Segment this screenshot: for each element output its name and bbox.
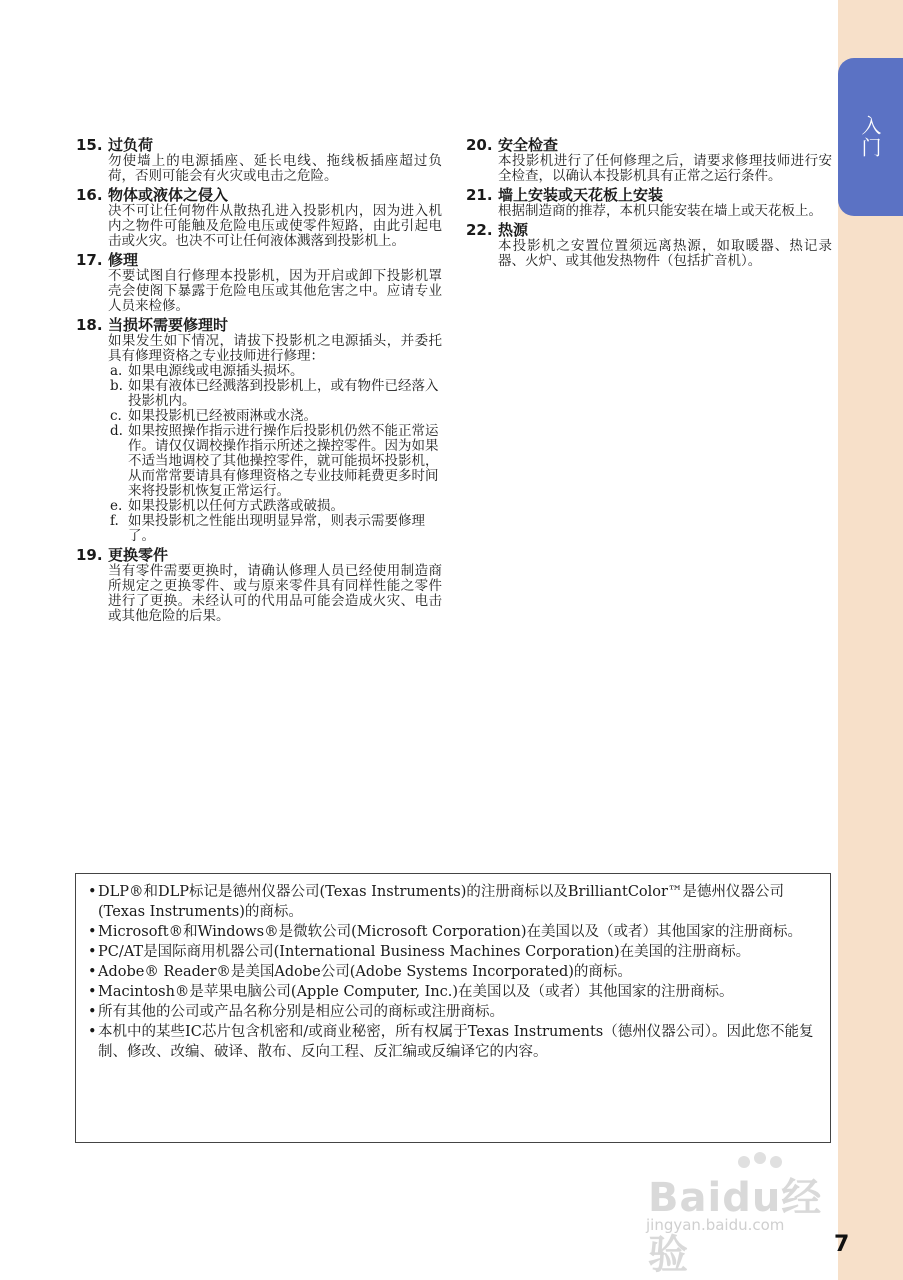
trademark-text: Microsoft®和Windows®是微软公司(Microsoft Corporation)在美国以及（或者）其他国家的注册商标。 — [98, 924, 803, 940]
bullet-icon: • — [88, 1004, 97, 1020]
list-item — [108, 379, 442, 409]
list-item — [88, 982, 820, 1002]
list-text: 如果投影机之性能出现明显异常，则表示需要修理了。 — [128, 513, 425, 544]
section-body: 如果发生如下情况，请拔下投影机之电源插头，并委托具有修理资格之专业技师进行修理： — [108, 333, 442, 364]
section-number: 18. — [76, 316, 103, 334]
section-number: 16. — [76, 186, 103, 204]
list-item — [88, 1022, 820, 1062]
list-item — [108, 514, 442, 544]
section-19 — [76, 547, 442, 624]
bullet-icon: • — [88, 964, 97, 980]
chapter-tab[interactable] — [838, 58, 903, 216]
section-title: 修理 — [108, 251, 139, 269]
list-item — [108, 424, 442, 499]
section-20 — [466, 137, 832, 184]
list-marker: f. — [110, 513, 119, 529]
list-item — [88, 1002, 820, 1022]
list-text: 如果电源线或电源插头损坏。 — [128, 363, 304, 379]
section-22 — [466, 222, 832, 269]
section-15 — [76, 137, 442, 184]
trademark-text: PC/AT是国际商用机器公司(International Business Machines Corporation)在美国的注册商标。 — [98, 944, 751, 960]
list-text: 如果投影机以任何方式跌落或破损。 — [128, 498, 344, 514]
section-body: 本投影机进行了任何修理之后，请要求修理技师进行安全检查，以确认本投影机具有正常之运行条件。 — [498, 153, 832, 184]
trademark-text: Macintosh®是苹果电脑公司(Apple Computer, Inc.)在美国以及（或者）其他国家的注册商标。 — [98, 984, 734, 1000]
list-text: 如果按照操作指示进行操作后投影机仍然不能正常运作。请仅仅调校操作指示所述之操控零件。因为如果不适当地调校了其他操控零件，就可能损坏投影机，从而常常要请具有修理资格之专业技师耗费更多时间来将投影机恢复正常运行。 — [128, 423, 439, 499]
list-marker: b. — [110, 378, 123, 394]
section-title: 当损坏需要修理时 — [108, 316, 229, 334]
right-column — [466, 137, 832, 272]
section-18 — [76, 317, 442, 544]
watermark — [640, 1150, 840, 1278]
section-number: 20. — [466, 136, 493, 154]
section-number: 17. — [76, 251, 103, 269]
list-item — [88, 922, 820, 942]
section-number: 22. — [466, 221, 493, 239]
trademark-text: Adobe® Reader®是美国Adobe公司(Adobe Systems Incorporated)的商标。 — [98, 964, 632, 980]
list-marker: a. — [110, 363, 123, 379]
section-title: 更换零件 — [108, 546, 169, 564]
list-marker: d. — [110, 423, 123, 439]
section-title: 过负荷 — [108, 136, 154, 154]
bullet-icon: • — [88, 984, 97, 1000]
chapter-tab-label: 入门 — [858, 115, 882, 159]
section-title: 安全检查 — [498, 136, 559, 154]
section-17 — [76, 252, 442, 314]
section-title: 墙上安装或天花板上安装 — [498, 186, 664, 204]
trademark-text: DLP®和DLP标记是德州仪器公司(Texas Instruments)的注册商标以及BrilliantColor™是德州仪器公司(Texas Instruments)的商标。 — [98, 884, 784, 920]
watermark-brand: Baidu经验 — [648, 1175, 823, 1278]
section-body: 勿使墙上的电源插座、延长电线、拖线板插座超过负荷，否则可能会有火灾或电击之危险。 — [108, 153, 442, 184]
watermark-url: jingyan.baidu.com — [646, 1216, 785, 1234]
section-title: 热源 — [498, 221, 529, 239]
section-21 — [466, 187, 832, 219]
list-text: 如果投影机已经被雨淋或水浇。 — [128, 408, 317, 424]
section-body: 不要试图自行修理本投影机，因为开启或卸下投影机罩壳会使阁下暴露于危险电压或其他危害之中。应请专业人员来检修。 — [108, 268, 442, 314]
section-body: 决不可让任何物件从散热孔进入投影机内，因为进入机内之物件可能触及危险电压或使零件短路，由此引起电击或火灾。也决不可让任何液体溅落到投影机上。 — [108, 203, 442, 249]
bullet-icon: • — [88, 884, 97, 900]
section-number: 19. — [76, 546, 103, 564]
list-item — [88, 882, 820, 922]
section-16 — [76, 187, 442, 249]
list-marker: e. — [110, 498, 123, 514]
section-body: 本投影机之安置位置须远离热源，如取暖器、热记录器、火炉、或其他发热物件（包括扩音机）。 — [498, 238, 832, 269]
bullet-icon: • — [88, 1024, 97, 1040]
section-body: 当有零件需要更换时，请确认修理人员已经使用制造商所规定之更换零件、或与原来零件具有同样性能之零件进行了更换。未经认可的代用品可能会造成火灾、电击或其他危险的后果。 — [108, 563, 442, 624]
bullet-icon: • — [88, 924, 97, 940]
section-number: 21. — [466, 186, 493, 204]
list-item — [88, 962, 820, 982]
section-body: 根据制造商的推荐，本机只能安装在墙上或天花板上。 — [498, 203, 822, 219]
list-item — [108, 499, 442, 514]
list-item — [108, 409, 442, 424]
bullet-icon: • — [88, 944, 97, 960]
section-title: 物体或液体之侵入 — [108, 186, 229, 204]
trademark-text: 本机中的某些IC芯片包含机密和/或商业秘密，所有权属于Texas Instruments（德州仪器公司）。因此您不能复制、修改、改编、破译、散布、反向工程、反汇编或反编译它的内容。 — [98, 1024, 814, 1060]
section-number: 15. — [76, 136, 103, 154]
list-item — [108, 364, 442, 379]
trademark-notice-box — [75, 873, 831, 1143]
list-item — [88, 942, 820, 962]
page-number: 7 — [834, 1232, 850, 1257]
left-column — [76, 137, 442, 627]
damage-list — [76, 364, 442, 544]
list-text: 如果有液体已经溅落到投影机上，或有物件已经落入投影机内。 — [128, 378, 439, 409]
list-marker: c. — [110, 408, 122, 424]
trademark-text: 所有其他的公司或产品名称分别是相应公司的商标或注册商标。 — [98, 1004, 504, 1020]
